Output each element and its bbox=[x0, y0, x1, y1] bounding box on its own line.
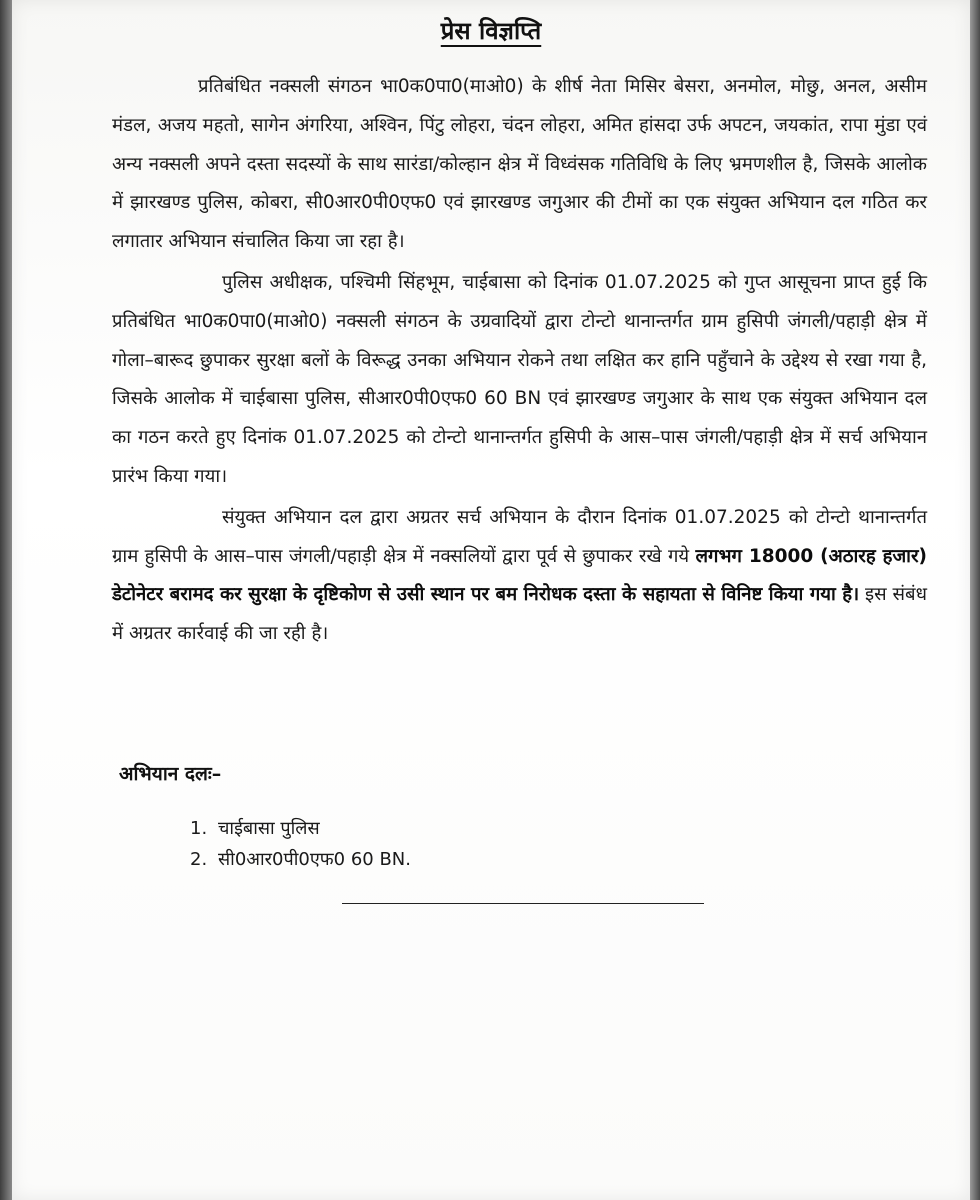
list-item-label: सी0आर0पी0एफ0 60 BN. bbox=[218, 849, 411, 870]
title-text: प्रेस विज्ञप्ति bbox=[440, 17, 542, 45]
list-item-label: चाईबासा पुलिस bbox=[218, 818, 320, 839]
document-page bbox=[12, 0, 970, 1200]
photo-edge-right bbox=[970, 0, 980, 1200]
paragraph-3-start: संयुक्त अभियान दल द्वारा अग्रतर सर्च अभियान के दौरान दिनांक 01.07.2025 को टोन्टो थानान्तर्गत ग्राम हुसिपी के आस–पास जंगली/पहाड़ी क्षेत्र में नक्सलियों द्वारा पूर्व से छुपाकर रखे गये bbox=[112, 506, 927, 567]
paragraph-2: पुलिस अधीक्षक, पश्चिमी सिंहभूम, चाईबासा को दिनांक 01.07.2025 को गुप्त आसूचना प्राप्त हुई कि प्रतिबंधित भा0क0पा0(माओ0) नक्सली संगठन के उग्रवादियों द्वारा टोन्टो थानान्तर्गत ग्राम हुसिपी जंगली/पहाड़ी क्षेत्र में गोला–बारूद छुपाकर सुरक्षा बलों के विरूद्ध उनका अभियान रोकने तथा लक्षित कर हानि पहुँचाने के उद्देश्य से रखा गया है, जिसके आलोक में चाईबासा पुलिस, सीआर0पी0एफ0 60 BN एवं झारखण्ड जगुआर के साथ एक संयुक्त अभियान दल का गठन करते हुए दिनांक 01.07.2025 को टोन्टो थानान्तर्गत हुसिपी के आस–पास जंगली/पहाड़ी क्षेत्र में सर्च अभियान प्रारंभ किया गया। bbox=[112, 271, 927, 487]
list-item bbox=[190, 813, 411, 844]
team-heading: अभियान दलः– bbox=[119, 763, 222, 785]
document-body bbox=[112, 68, 927, 654]
document-title bbox=[12, 14, 970, 47]
team-list bbox=[190, 813, 411, 875]
list-item-number: 1. bbox=[190, 818, 208, 839]
photo-edge-left bbox=[0, 0, 12, 1200]
paragraph-3-end: इस संबंध में अग्रतर कार्रवाई की जा रही है। bbox=[112, 584, 927, 645]
paragraph-3 bbox=[112, 499, 927, 654]
list-item bbox=[190, 844, 411, 875]
paragraph-1: प्रतिबंधित नक्सली संगठन भा0क0पा0(माओ0) के शीर्ष नेता मिसिर बेसरा, अनमोल, मोछु, अनल, असीम मंडल, अजय महतो, सागेन अंगरिया, अश्विन, पिंटु लोहरा, चंदन लोहरा, अमित हांसदा उर्फ अपटन, जयकांत, रापा मुंडा एवं अन्य नक्सली अपने दस्ता सदस्यों के साथ सारंडा/कोल्हान क्षेत्र में विध्वंसक गतिविधि के लिए भ्रमणशील है, जिसके आलोक में झारखण्ड पुलिस, कोबरा, सी0आर0पी0एफ0 एवं झारखण्ड जगुआर की टीमों का एक संयुक्त अभियान दल गठित कर लगातार अभियान संचालित किया जा रहा है। bbox=[112, 76, 927, 253]
paragraph-3-bold: लगभग 18000 (अठारह हजार) डेटोनेटर बरामद कर सुरक्षा के दृष्टिकोण से उसी स्थान पर बम निरोधक दस्ता के सहायता से विनिष्ट किया गया है। bbox=[112, 545, 927, 606]
end-divider bbox=[342, 903, 704, 904]
list-item-number: 2. bbox=[190, 849, 208, 870]
